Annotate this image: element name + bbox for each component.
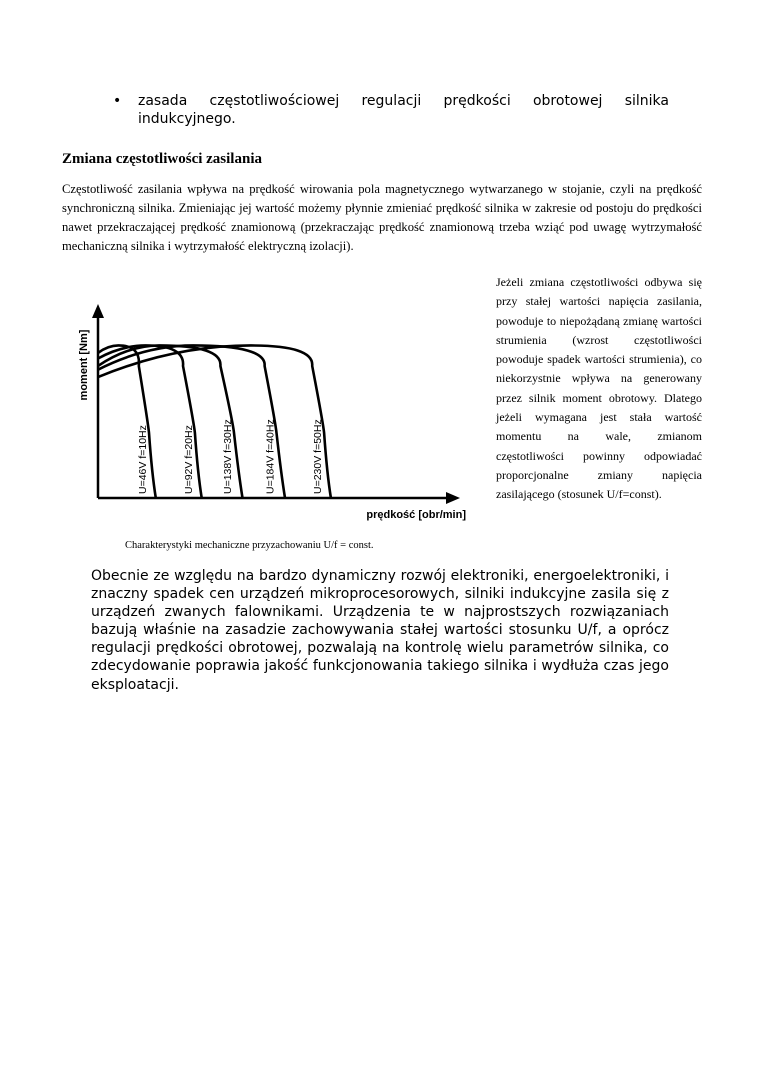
side-paragraph: Jeżeli zmiana częstotliwości odbywa się przy stałej wartości napięcia zasilania, powoduje to niepożądaną zmianę wartości strumienia (wzrost częstotliwości powoduje spadek wartości strumienia), co niekorzystnie wpływa na generowany przez silnik moment obrotowy. Dlatego jeżeli wymagana jest stała wartość momentu na wale, zmianom częstotliwości powinny odpowiadać proporcjonalne zmiany napięcia zasilającego (stosunek U/f=const). [496,275,702,502]
series-label-1: U=46V f=10Hz [137,425,149,494]
x-axis-label: prędkość [obr/min] [366,509,466,521]
series-curve-5 [98,345,331,498]
series-label-2: U=92V f=20Hz [182,425,195,494]
main-paragraph: Obecnie ze względu na bardzo dynamiczny rozwój elektroniki, energoelektroniki, i znaczny spadek cen urządzeń mikroprocesorowych, silniki indukcyjne zasila się z urządzeń zwanych falownikami. Urządzenia te w najprostszych rozwiązaniach bazują właśnie na zasadzie zachowywania stałej wartości stosunku U/f, a oprócz regulacji prędkości obrotowej, pozwalają na kontrolę wielu parametrów silnika, co zdecydowanie poprawia jakość funkcjonowania takiego silnika i wydłuża czas jego eksploatacji. [91,568,669,693]
x-axis-arrow [446,492,460,504]
torque-speed-chart [70,290,470,530]
y-axis-arrow [92,304,104,318]
intro-paragraph: Częstotliwość zasilania wpływa na prędkość wirowania pola magnetycznego wytwarzanego w stojanie, czyli na prędkość synchroniczną silnika. Zmieniając jej wartość możemy płynnie zmieniać prędkość silnika w zakresie od postoju do prędkości nawet przekraczającej prędkość znamionową (przekraczając prędkość znamionową trzeba wziąć pod uwagę wytrzymałość mechaniczną silnika i wytrzymałość elektryczną izolacji). [62,182,702,253]
bullet-item [113,92,669,128]
section-title: Zmiana częstotliwości zasilania [62,151,262,167]
bullet-text: zasada częstotliwościowej regulacji prędkości obrotowej silnika indukcyjnego. [138,93,669,127]
series-label-4: U=184V f=40Hz [264,419,277,494]
y-axis-label: moment [Nm] [78,329,90,401]
bullet-icon: • [113,93,122,109]
series-label-5: U=230V f=50Hz [312,419,325,494]
series-label-3: U=138V f=30Hz [222,419,234,494]
chart-caption: Charakterystyki mechaniczne przyzachowaniu U/f = const. [125,540,374,551]
